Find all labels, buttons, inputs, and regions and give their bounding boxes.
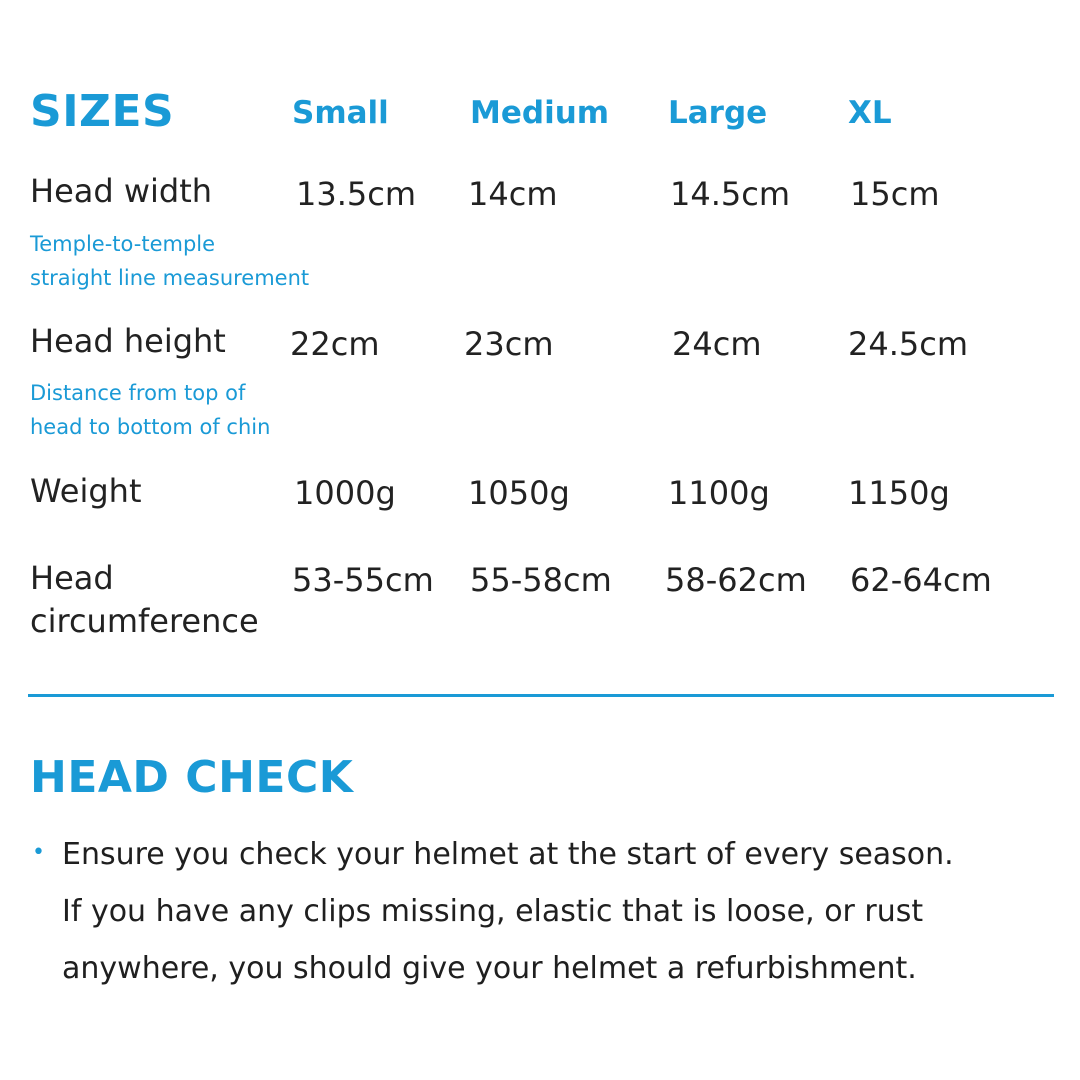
sizes-title: SIZES <box>30 86 175 137</box>
cell-weight-xl: 1150g <box>848 474 950 512</box>
size-header-xl: XL <box>848 95 892 131</box>
row-label-head-circumference <box>30 557 259 643</box>
cell-head-width-xl: 15cm <box>850 175 940 213</box>
row-label-weight: Weight <box>30 472 142 510</box>
cell-head-height-small: 22cm <box>290 325 380 363</box>
row-label-head-height: Head height <box>30 322 226 360</box>
head-height-note <box>30 376 270 444</box>
cell-head-height-xl: 24.5cm <box>848 325 969 363</box>
bullet-text-line: anywhere, you should give your helmet a refurbishment. <box>62 951 917 986</box>
bullet-text-line: If you have any clips missing, elastic that is loose, or rust <box>62 894 924 929</box>
size-header-large: Large <box>668 95 768 131</box>
cell-weight-medium: 1050g <box>468 474 570 512</box>
cell-weight-large: 1100g <box>668 474 770 512</box>
bullet-text-line: Ensure you check your helmet at the start of every season. <box>62 837 954 872</box>
size-header-medium: Medium <box>470 95 610 131</box>
cell-weight-small: 1000g <box>294 474 396 512</box>
head-width-note-line: Temple-to-temple <box>30 232 216 256</box>
bullet-icon: • <box>32 840 45 865</box>
head-check-title: HEAD CHECK <box>30 752 354 803</box>
row-label-head-width: Head width <box>30 172 213 210</box>
section-divider <box>28 694 1054 697</box>
head-check-bullet <box>62 826 954 997</box>
head-width-note <box>30 227 309 295</box>
cell-head-height-medium: 23cm <box>464 325 554 363</box>
cell-circumference-medium: 55-58cm <box>470 561 612 599</box>
head-height-note-line: Distance from top of <box>30 381 246 405</box>
cell-head-width-small: 13.5cm <box>296 175 417 213</box>
cell-head-width-medium: 14cm <box>468 175 558 213</box>
head-height-note-line: head to bottom of chin <box>30 415 271 439</box>
cell-circumference-small: 53-55cm <box>292 561 434 599</box>
cell-circumference-xl: 62-64cm <box>850 561 992 599</box>
head-circumference-label-line: Head <box>30 559 114 597</box>
cell-circumference-large: 58-62cm <box>665 561 807 599</box>
cell-head-width-large: 14.5cm <box>670 175 791 213</box>
head-circumference-label-line: circumference <box>30 602 259 641</box>
size-header-small: Small <box>292 95 389 131</box>
head-width-note-line: straight line measurement <box>30 266 310 290</box>
cell-head-height-large: 24cm <box>672 325 762 363</box>
